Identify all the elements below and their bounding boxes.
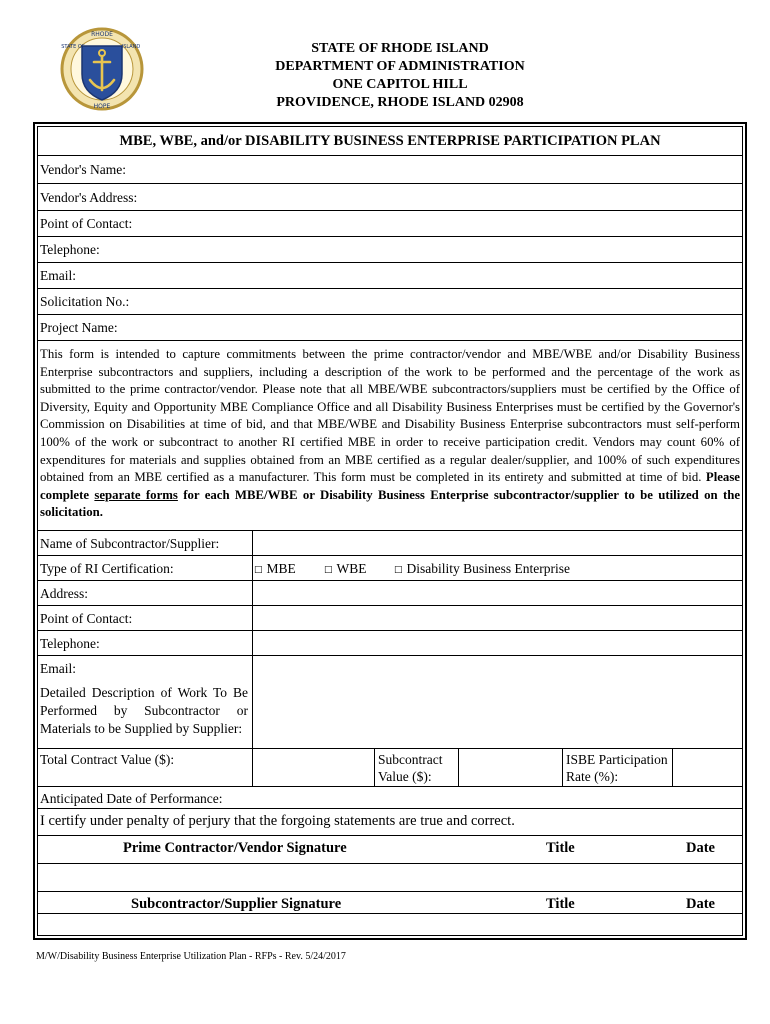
seal-text-right: ISLAND <box>121 44 141 50</box>
row-divider <box>38 748 742 749</box>
row-divider <box>38 314 742 315</box>
header-city: PROVIDENCE, RHODE ISLAND 02908 <box>276 95 524 110</box>
vendor-address-label: Vendor's Address: <box>40 190 138 205</box>
subcontractor-address-label: Address: <box>40 586 88 601</box>
certification-type-label: Type of RI Certification: <box>40 561 174 576</box>
subcontractor-name-label: Name of Subcontractor/Supplier: <box>40 536 220 551</box>
telephone-label: Telephone: <box>40 242 100 257</box>
instructions-bold-2: for each MBE/WBE or Disability Business Enterprise subcontractor/supplier to be utilized on the solicitation. <box>40 487 741 520</box>
instructions-text: This form is intended to capture commitments between the prime contractor/vendor and MBE/WBE and/or Disability Business Enterprise subcontractors and suppliers, including a description of the work to be performed and the percentage of the work as submitted to the prime contractor/vendor. Please note that all MBE/WBE subcontractors/suppliers must be certified by the Office of Diversity, Equity and Opportunity MBE Compliance Office and all Disability Business Enterprises must be certified by the Governor's Commission on Disabilities at time of bid, and that MBE/WBE and Disability Business Enterprise subcontractors must self-perform 100% of the work or subcontract to another RI certified MBE in order to receive participation credit. Vendors may count 60% of expenditures for materials and supplies obtained from an MBE certified as a regular dealer/supplier, and 100% of such expenditures obtained from an MBE certified as a manufacturer. This form must be completed in its entirety and submitted at time of bid. <box>40 347 740 485</box>
vendor-name-label: Vendor's Name: <box>40 162 127 177</box>
row-divider <box>38 530 742 531</box>
mbe-checkbox[interactable]: □ <box>254 565 263 575</box>
mbe-option[interactable] <box>254 561 296 579</box>
subcontractor-telephone-label: Telephone: <box>40 636 100 651</box>
form-inner-border <box>37 126 743 936</box>
wbe-option[interactable] <box>324 561 367 579</box>
anticipated-date-label: Anticipated Date of Performance: <box>40 791 223 806</box>
participation-plan-form <box>33 122 747 940</box>
row-divider <box>38 580 742 581</box>
row-divider <box>38 913 742 914</box>
seal-text-bottom: HOPE <box>93 103 111 110</box>
row-divider <box>38 605 742 606</box>
footer-revision-note: M/W/Disability Business Enterprise Utilization Plan - RFPs - Rev. 5/24/2017 <box>36 951 346 962</box>
row-divider <box>38 155 742 156</box>
isbe-rate-label-2: Rate (%): <box>566 769 619 784</box>
row-divider <box>38 555 742 556</box>
prime-title-label: Title <box>546 840 575 856</box>
isbe-rate-label-1: ISBE Participation <box>566 752 668 767</box>
mbe-label: MBE <box>266 561 296 576</box>
wbe-checkbox[interactable]: □ <box>324 565 333 575</box>
dbe-checkbox[interactable]: □ <box>394 565 403 575</box>
row-divider <box>38 786 742 787</box>
header-state: STATE OF RHODE ISLAND <box>311 41 489 56</box>
row-divider <box>38 288 742 289</box>
instructions-paragraph <box>40 346 740 522</box>
row-divider <box>38 808 742 809</box>
prime-signature-label: Prime Contractor/Vendor Signature <box>123 840 347 856</box>
subcontractor-title-label: Title <box>546 896 575 912</box>
row-divider <box>38 835 742 836</box>
subcontract-value-label-1: Subcontract <box>378 752 443 767</box>
instructions-bold-underline: separate forms <box>94 487 178 502</box>
subcontractor-signature-label: Subcontractor/Supplier Signature <box>131 896 342 912</box>
work-description-line-1: Detailed Description of Work To Be <box>40 685 248 700</box>
row-divider <box>38 891 742 892</box>
row-divider <box>38 630 742 631</box>
work-description-line-3: Materials to be Supplied by Supplier: <box>40 721 243 736</box>
solicitation-number-label: Solicitation No.: <box>40 294 130 309</box>
subcontract-value-label-2: Value ($): <box>378 769 432 784</box>
project-name-label: Project Name: <box>40 320 118 335</box>
state-seal-logo <box>60 24 144 114</box>
column-divider <box>458 748 459 786</box>
row-divider <box>38 340 742 341</box>
row-divider <box>38 262 742 263</box>
dbe-option[interactable] <box>394 561 570 579</box>
form-title: MBE, WBE, and/or DISABILITY BUSINESS ENTERPRISE PARTICIPATION PLAN <box>119 133 661 149</box>
total-contract-value-label: Total Contract Value ($): <box>40 752 175 767</box>
row-divider <box>38 183 742 184</box>
subcontractor-email-label: Email: <box>40 661 76 676</box>
work-description-line-2: Performed by Subcontractor or <box>40 703 248 718</box>
column-divider <box>672 748 673 786</box>
column-divider <box>562 748 563 786</box>
seal-text-top: RHODE <box>91 31 113 38</box>
document-header <box>200 40 600 112</box>
row-divider <box>38 655 742 656</box>
header-department: DEPARTMENT OF ADMINISTRATION <box>275 59 525 74</box>
prime-date-label: Date <box>686 840 715 856</box>
subcontractor-contact-label: Point of Contact: <box>40 611 133 626</box>
row-divider <box>38 863 742 864</box>
row-divider <box>38 236 742 237</box>
certification-statement: I certify under penalty of perjury that the forgoing statements are true and correct. <box>40 813 515 829</box>
column-divider <box>374 748 375 786</box>
work-description-label <box>40 684 248 738</box>
wbe-label: WBE <box>336 561 367 576</box>
instructions-bold-1: Please complete <box>40 470 740 502</box>
seal-text-left: STATE OF <box>61 44 85 50</box>
subcontractor-date-label: Date <box>686 896 715 912</box>
email-label: Email: <box>40 268 76 283</box>
header-street: ONE CAPITOL HILL <box>332 77 468 92</box>
point-of-contact-label: Point of Contact: <box>40 216 133 231</box>
column-divider <box>252 530 253 786</box>
dbe-label: Disability Business Enterprise <box>406 561 570 576</box>
row-divider <box>38 210 742 211</box>
